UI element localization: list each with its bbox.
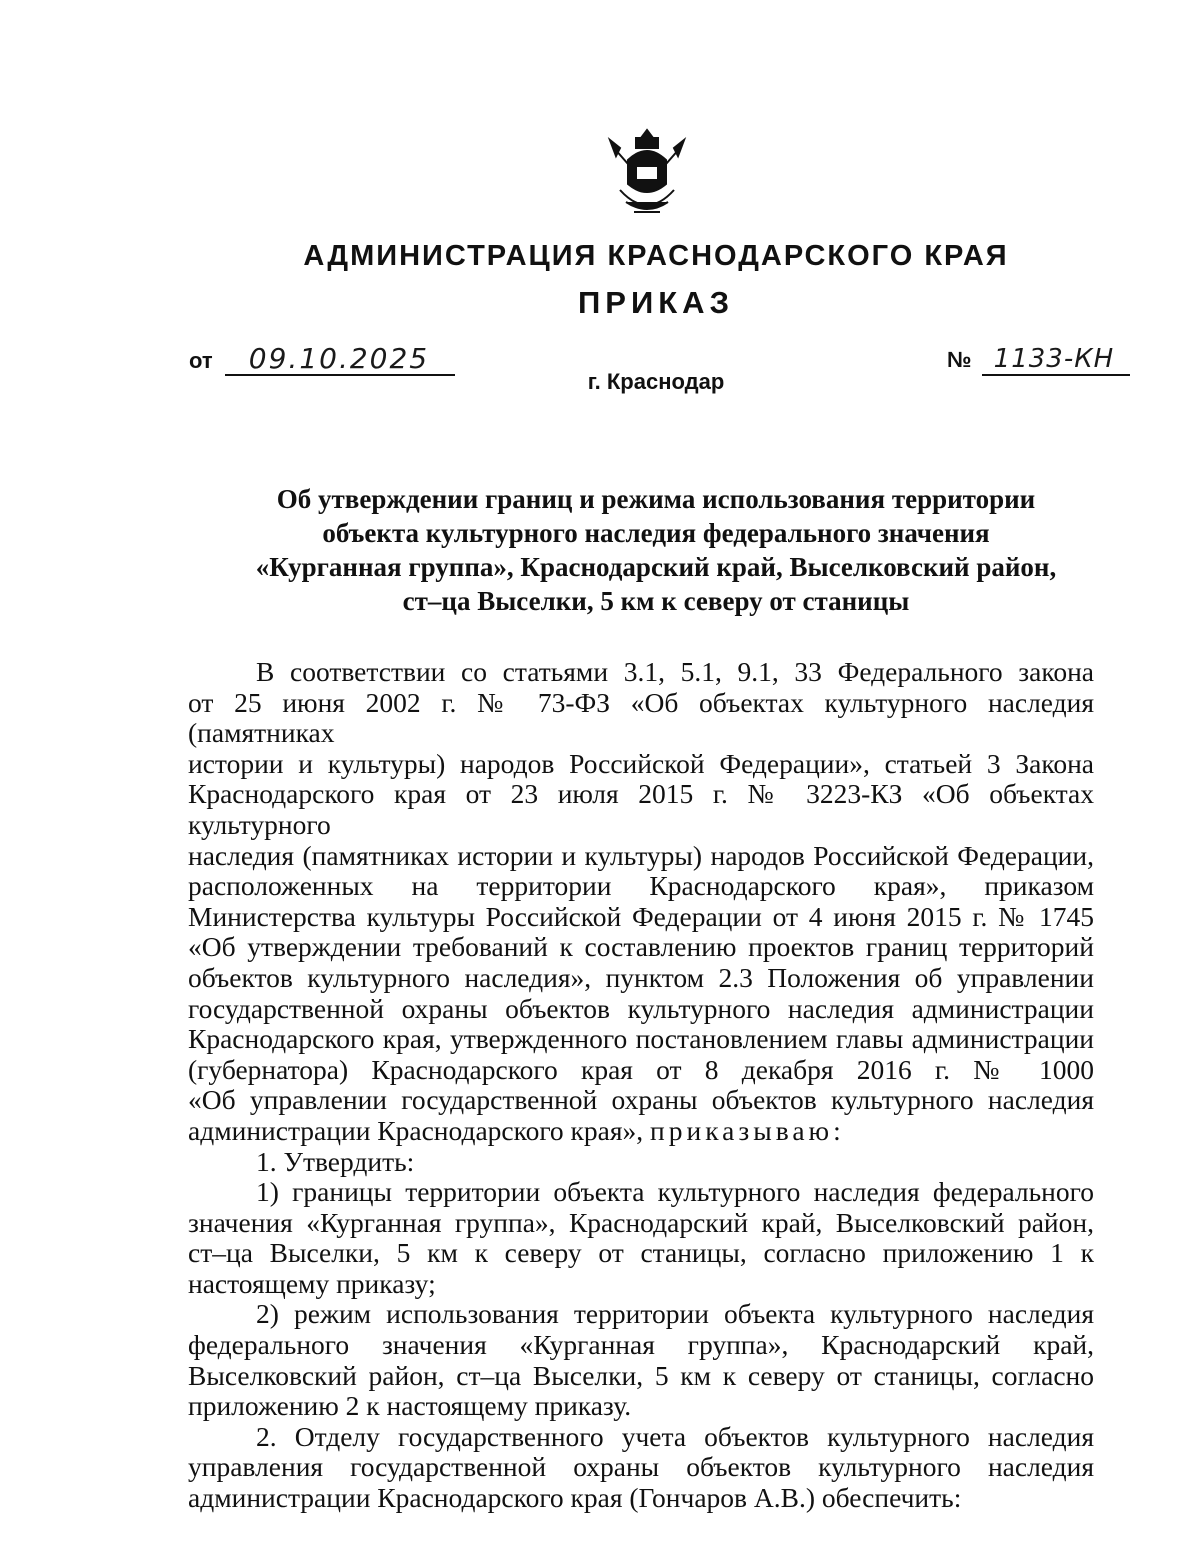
body-line: федерального значения «Курганная группа», Краснодарский край, xyxy=(188,1329,1094,1361)
body-line: приложению 2 к настоящему приказу. xyxy=(188,1390,632,1422)
body-line: Краснодарского края от 23 июля 2015 г. № 3223-КЗ «Об объектах культурного xyxy=(188,778,1094,840)
body-line: «Об управлении государственной охраны объектов культурного наследия xyxy=(188,1084,1094,1116)
body-line: настоящему приказу; xyxy=(188,1267,436,1299)
body-line: Краснодарского края, утвержденного постановлением главы администрации xyxy=(188,1023,1094,1055)
preamble-end: администрации Краснодарского края», xyxy=(188,1114,644,1146)
body-line: 1) границы территории объекта культурного наследия федерального xyxy=(256,1176,1094,1208)
body-line: 2) режим использования территории объекта культурного наследия xyxy=(256,1298,1094,1330)
body-line: государственной охраны объектов культурного наследия администрации xyxy=(188,992,1094,1024)
date-prefix: от xyxy=(189,348,213,373)
body-line: от 25 июня 2002 г. № 73-ФЗ «Об объектах культурного наследия (памятниках xyxy=(188,686,1094,749)
body-line: объектов культурного наследия», пунктом 2.3 Положения об управлении xyxy=(188,961,1094,993)
date-handwritten: 09.10.2025 xyxy=(225,344,455,376)
body-line: В соответствии со статьями 3.1, 5.1, 9.1, 33 Федерального закона xyxy=(256,656,1094,687)
title-line: объекта культурного наследия федерального значения xyxy=(322,518,990,548)
order-word: приказываю: xyxy=(650,1114,845,1146)
body-line xyxy=(188,1116,1094,1147)
item-1: 1. Утвердить: xyxy=(256,1145,415,1177)
document-type: ПРИКАЗ xyxy=(578,285,734,320)
title-line: ст–ца Выселки, 5 км к северу от станицы xyxy=(402,586,910,616)
number-handwritten: 1133-КН xyxy=(982,344,1130,376)
document-body xyxy=(188,657,1094,1514)
body-line: ст–ца Выселки, 5 км к северу от станицы, согласно приложению 1 к xyxy=(188,1237,1094,1269)
body-line: Выселковский район, ст–ца Выселки, 5 км к северу от станицы, согласно xyxy=(188,1359,1094,1391)
body-line: наследия (памятниках истории и культуры) народов Российской Федерации, xyxy=(188,839,1094,871)
body-line: 2. Отделу государственного учета объектов культурного наследия xyxy=(256,1420,1094,1452)
body-line: Министерства культуры Российской Федерации от 4 июня 2015 г. № 1745 xyxy=(188,900,1094,932)
organization-title: АДМИНИСТРАЦИЯ КРАСНОДАРСКОГО КРАЯ xyxy=(303,240,1009,272)
document-title xyxy=(190,482,1122,618)
body-line: значения «Курганная группа», Краснодарский край, Выселковский район, xyxy=(188,1206,1094,1238)
title-line: «Курганная группа», Краснодарский край, Выселковский район, xyxy=(255,552,1057,582)
coat-of-arms-emblem xyxy=(606,126,688,222)
body-line: истории и культуры) народов Российской Федерации», статьей 3 Закона xyxy=(188,747,1094,779)
title-line: Об утверждении границ и режима использования территории xyxy=(276,484,1036,514)
body-line: «Об утверждении требований к составлению проектов границ территорий xyxy=(188,931,1094,963)
body-line: управления государственной охраны объектов культурного наследия xyxy=(188,1451,1094,1483)
number-prefix: № xyxy=(947,347,972,372)
body-line: (губернатора) Краснодарского края от 8 декабря 2016 г. № 1000 xyxy=(188,1053,1094,1085)
city: г. Краснодар xyxy=(587,369,725,394)
body-line: расположенных на территории Краснодарского края», приказом xyxy=(188,870,1094,902)
body-line: администрации Краснодарского края (Гончаров А.В.) обеспечить: xyxy=(188,1482,962,1514)
